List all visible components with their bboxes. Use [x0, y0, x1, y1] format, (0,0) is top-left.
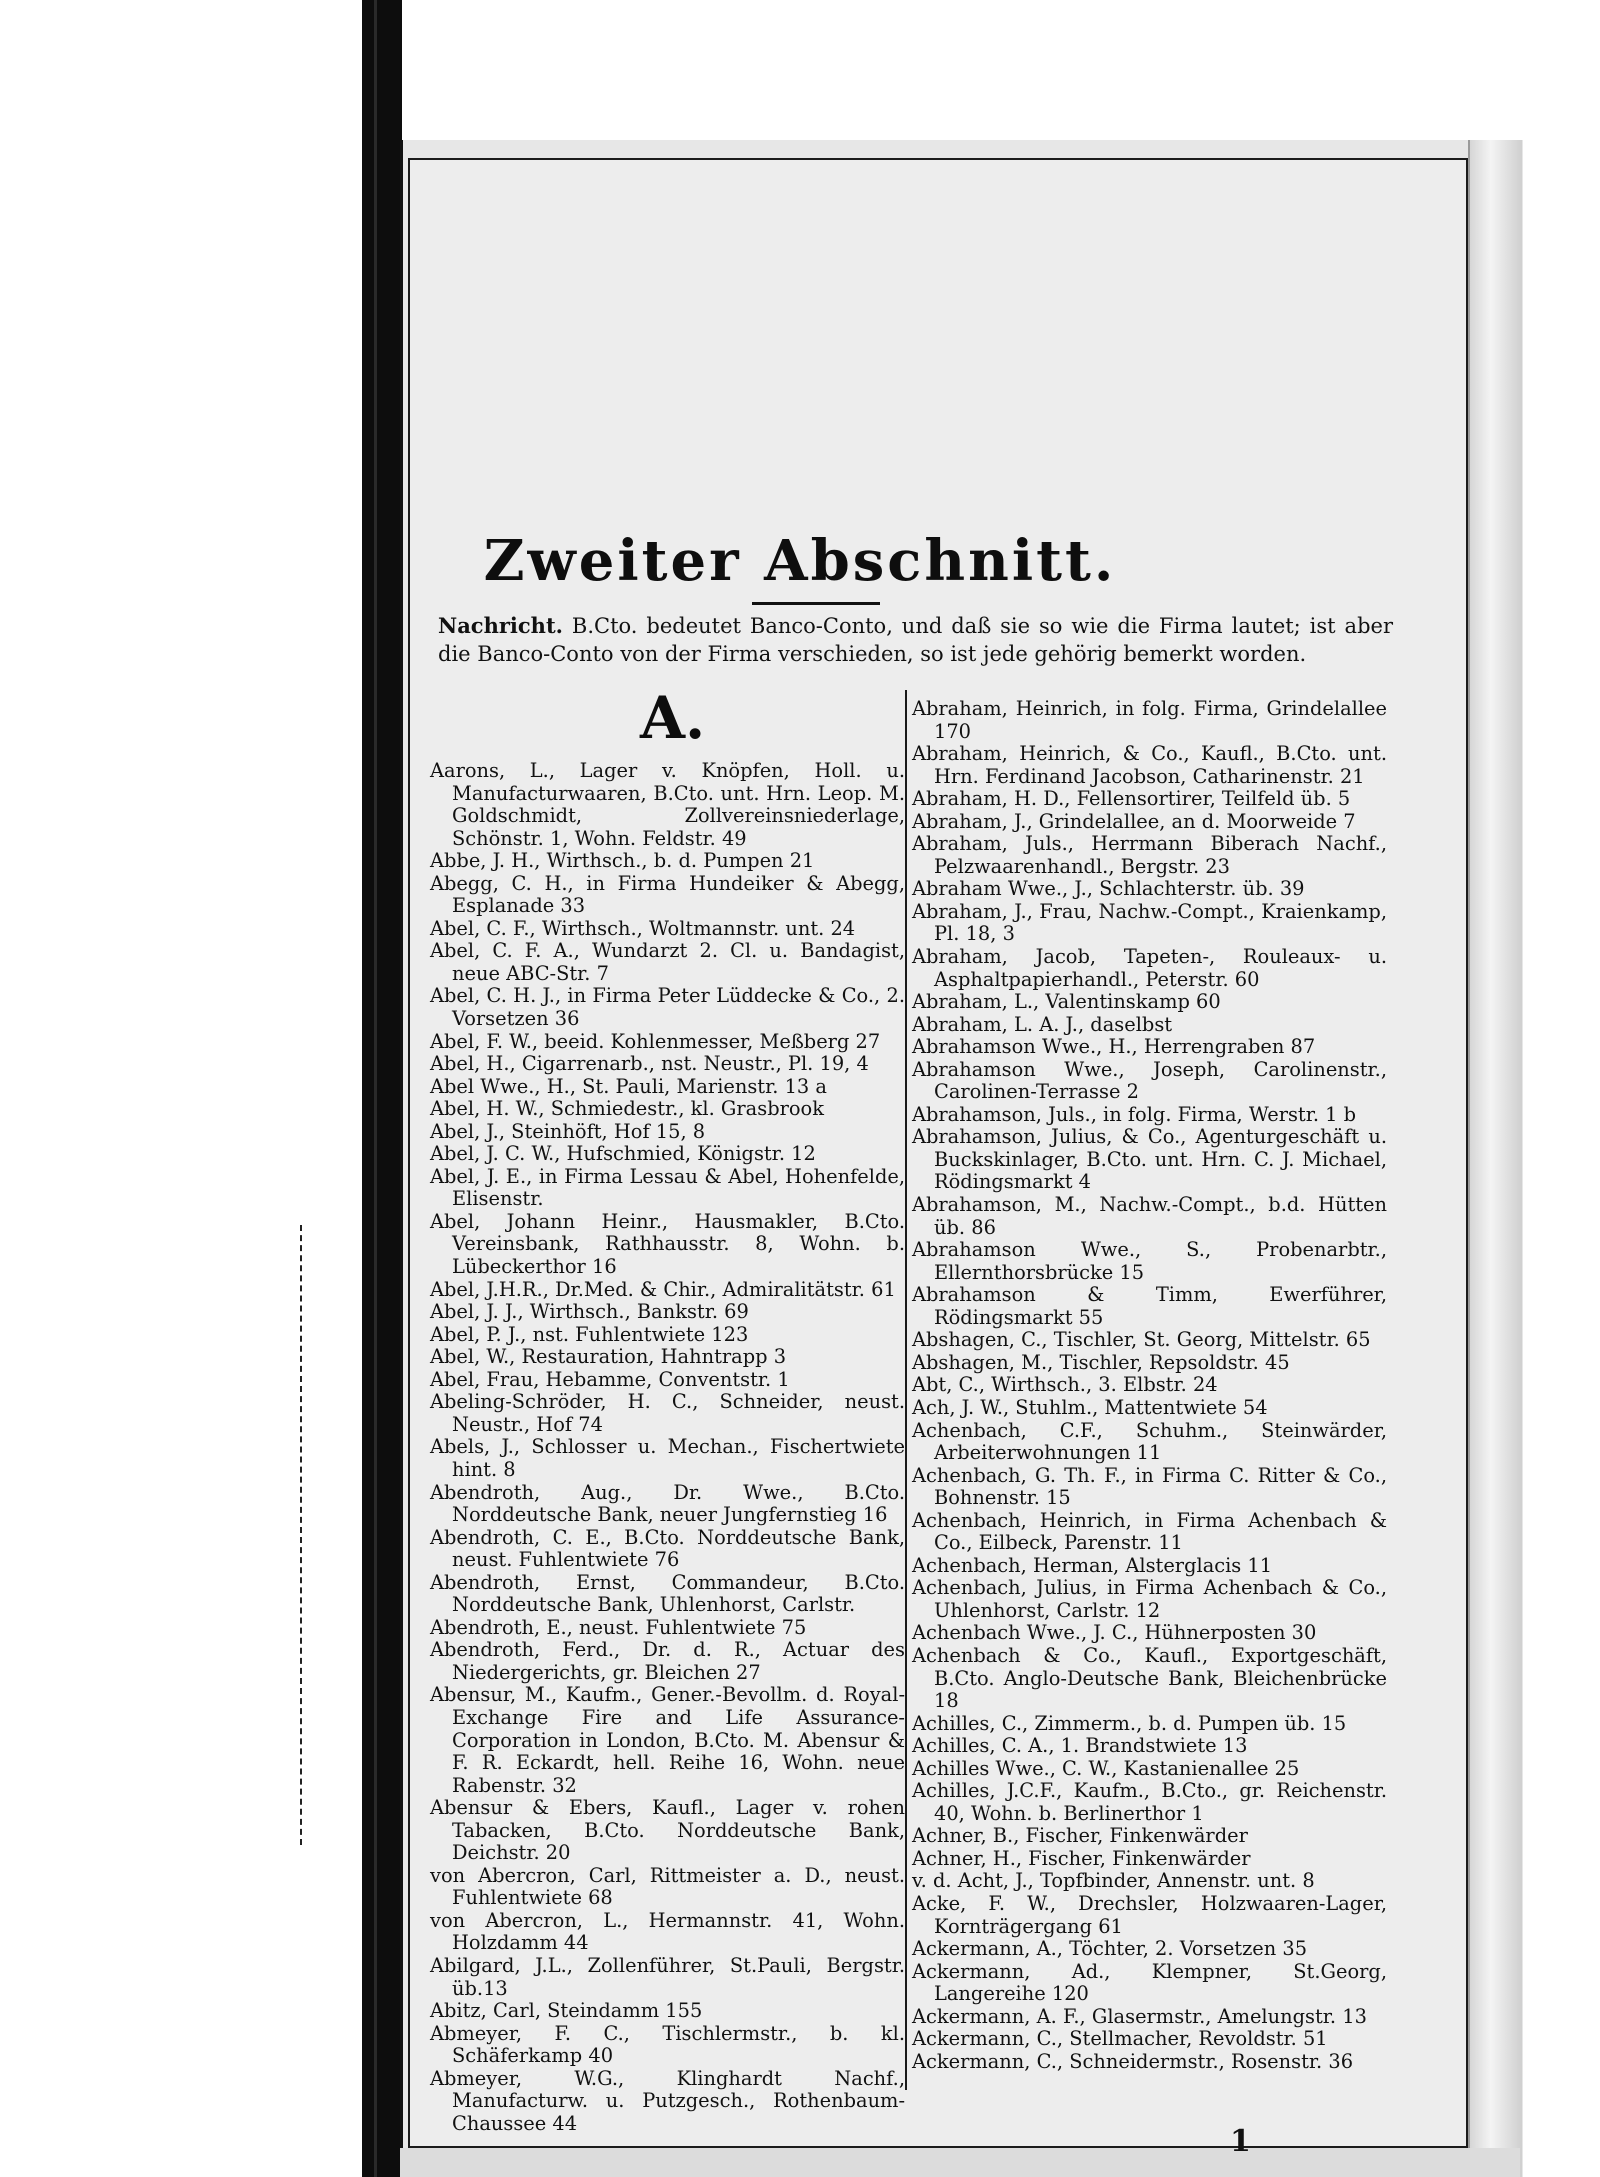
directory-entry: Abraham, L., Valentinskamp 60 [912, 990, 1221, 1014]
right-column [912, 698, 1387, 2073]
directory-entry: Achenbach, C.F., Schuhm., Steinwärder, Arbeiterwohnungen 11 [912, 1418, 1387, 1465]
directory-entry: Abel, W., Restauration, Hahntrapp 3 [430, 1345, 787, 1369]
directory-entry: Achilles, J.C.F., Kaufm., B.Cto., gr. Reichenstr. 40, Wohn. b. Berlinerthor 1 [912, 1779, 1387, 1825]
directory-entry: Achenbach & Co., Kaufl., Exportgeschäft, B.Cto. Anglo-Deutsche Bank, Bleichenbrücke 18 [912, 1643, 1387, 1713]
directory-entry: Achenbach Wwe., J. C., Hühnerposten 30 [912, 1621, 1317, 1645]
directory-entry: Abmeyer, W.G., Klinghardt Nachf., Manufacturw. u. Putzgesch., Rothenbaum-Chaussee 44 [430, 2066, 905, 2135]
directory-entry: Abel, C. F. A., Wundarzt 2. Cl. u. Bandagist, neue ABC-Str. 7 [430, 939, 905, 985]
directory-entry: Abilgard, J.L., Zollenführer, St.Pauli, Bergstr. üb.13 [430, 1953, 905, 2000]
directory-entry: Abrahamson, Julius, & Co., Agenturgeschäft u. Buckskinlager, B.Cto. unt. Hrn. C. J. Michael, Rödingsmarkt 4 [912, 1125, 1387, 1194]
directory-entry: Abmeyer, F. C., Tischlermstr., b. kl. Schäferkamp 40 [430, 2021, 905, 2068]
directory-entry: Abraham, Heinrich, & Co., Kaufl., B.Cto. unt. Hrn. Ferdinand Jacobson, Catharinenstr. 21 [912, 742, 1387, 788]
directory-entry: Ach, J. W., Stuhlm., Mattentwiete 54 [912, 1395, 1268, 1419]
left-column [430, 760, 905, 2135]
directory-entry: Abrahamson Wwe., S., Probenarbtr., Ellernthorsbrücke 15 [912, 1238, 1387, 1284]
directory-entry: Ackermann, A., Töchter, 2. Vorsetzen 35 [912, 1937, 1308, 1961]
directory-entry: v. d. Acht, J., Topfbinder, Annenstr. unt. 8 [912, 1869, 1315, 1893]
directory-entry: Abel, J. C. W., Hufschmied, Königstr. 12 [430, 1142, 816, 1166]
directory-entry: Abel, C. F., Wirthsch., Woltmannstr. unt. 24 [430, 916, 856, 940]
directory-entry: Achenbach, G. Th. F., in Firma C. Ritter & Co., Bohnenstr. 15 [912, 1463, 1387, 1510]
directory-entry: Abel, P. J., nst. Fuhlentwiete 123 [430, 1322, 749, 1346]
notice-label: Nachricht. [438, 613, 563, 638]
notice-text: B.Cto. bedeutet Banco-Conto, und daß sie so wie die Firma lautet; ist aber die Banco-Conto von der Firma verschieden, so ist jede gehörig bemerkt worden. [438, 614, 1393, 666]
directory-entry: Abel, Johann Heinr., Hausmakler, B.Cto. Vereinsbank, Rathhausstr. 8, Wohn. b. Lübeckerthor 16 [430, 1209, 905, 1279]
directory-entry: Abendroth, Ferd., Dr. d. R., Actuar des Niedergerichts, gr. Bleichen 27 [430, 1638, 905, 1684]
directory-entry: Abshagen, M., Tischler, Repsoldstr. 45 [912, 1350, 1290, 1374]
directory-entry: Abendroth, Ernst, Commandeur, B.Cto. Norddeutsche Bank, Uhlenhorst, Carlstr. [430, 1570, 905, 1617]
page-edge-right [1468, 140, 1522, 2177]
directory-entry: Abraham, Juls., Herrmann Biberach Nachf., Pelzwaarenhandl., Bergstr. 23 [912, 832, 1387, 878]
directory-entry: Abel, J., Steinhöft, Hof 15, 8 [430, 1119, 706, 1143]
directory-entry: Abraham, Heinrich, in folg. Firma, Grindelallee 170 [912, 697, 1387, 743]
directory-entry: Abrahamson, M., Nachw.-Compt., b.d. Hütten üb. 86 [912, 1193, 1387, 1239]
directory-entry: Abel Wwe., H., St. Pauli, Marienstr. 13 a [430, 1074, 827, 1098]
directory-entry: Abitz, Carl, Steindamm 155 [430, 1999, 703, 2023]
book-spine-left [362, 0, 402, 2177]
directory-entry: Achenbach, Herman, Alsterglacis 11 [912, 1553, 1273, 1577]
directory-entry: Abrahamson, Juls., in folg. Firma, Werstr. 1 b [912, 1102, 1357, 1126]
directory-entry: Abshagen, C., Tischler, St. Georg, Mittelstr. 65 [912, 1328, 1371, 1352]
directory-entry: Ackermann, C., Schneidermstr., Rosenstr. 36 [912, 2049, 1354, 2073]
directory-entry: Abraham, Jacob, Tapeten-, Rouleaux- u. Asphaltpapierhandl., Peterstr. 60 [912, 945, 1387, 991]
directory-entry: Abraham Wwe., J., Schlachterstr. üb. 39 [912, 877, 1305, 901]
directory-entry: Abt, C., Wirthsch., 3. Elbstr. 24 [912, 1373, 1218, 1397]
directory-entry: Abendroth, Aug., Dr. Wwe., B.Cto. Norddeutsche Bank, neuer Jungfernstieg 16 [430, 1480, 905, 1527]
directory-entry: Achilles, C., Zimmerm., b. d. Pumpen üb. 15 [912, 1711, 1347, 1735]
directory-entry: Abel, H., Cigarrenarb., nst. Neustr., Pl. 19, 4 [430, 1052, 869, 1076]
directory-entry: Achner, H., Fischer, Finkenwärder [912, 1846, 1251, 1870]
directory-entry: Abendroth, E., neust. Fuhlentwiete 75 [430, 1615, 807, 1639]
directory-entry: Abel, Frau, Hebamme, Conventstr. 1 [430, 1367, 790, 1391]
directory-entry: Abraham, J., Frau, Nachw.-Compt., Kraienkamp, Pl. 18, 3 [912, 899, 1387, 946]
directory-entry: Ackermann, A. F., Glasermstr., Amelungstr. 13 [912, 2004, 1367, 2028]
section-letter: A. [640, 684, 706, 752]
notice-paragraph [438, 612, 1393, 668]
column-divider [905, 690, 907, 2090]
directory-entry: Abraham, J., Grindelallee, an d. Moorweide 7 [912, 809, 1356, 833]
directory-entry: Ackermann, Ad., Klempner, St.Georg, Langereihe 120 [912, 1959, 1387, 2006]
directory-entry: Abel, J. J., Wirthsch., Bankstr. 69 [430, 1300, 749, 1324]
directory-entry: von Abercron, L., Hermannstr. 41, Wohn. Holzdamm 44 [430, 1908, 905, 1955]
directory-entry: von Abercron, Carl, Rittmeister a. D., neust. Fuhlentwiete 68 [430, 1863, 905, 1910]
directory-entry: Abrahamson Wwe., H., Herrengraben 87 [912, 1035, 1316, 1059]
directory-entry: Abensur & Ebers, Kaufl., Lager v. rohen Tabacken, B.Cto. Norddeutsche Bank, Deichstr. 20 [430, 1796, 905, 1865]
title-underline [752, 602, 880, 605]
directory-entry: Achner, B., Fischer, Finkenwärder [912, 1824, 1248, 1848]
page-bottom-edge [400, 2148, 1520, 2177]
directory-entry: Acke, F. W., Drechsler, Holzwaaren-Lager, Kornträgergang 61 [912, 1891, 1387, 1938]
directory-entry: Abendroth, C. E., B.Cto. Norddeutsche Bank, neust. Fuhlentwiete 76 [430, 1525, 905, 1572]
directory-entry: Abensur, M., Kaufm., Gener.-Bevollm. d. Royal-Exchange Fire and Life Assurance-Corporation in London, B.Cto. M. Abensur & F. R. Eckardt, hell. Reihe 16, Wohn. neue Rabenstr. 32 [430, 1683, 905, 1797]
directory-entry: Abel, J. E., in Firma Lessau & Abel, Hohenfelde, Elisenstr. [430, 1164, 905, 1211]
directory-entry: Ackermann, C., Stellmacher, Revoldstr. 51 [912, 2027, 1328, 2051]
directory-entry: Abel, C. H. J., in Firma Peter Lüddecke & Co., 2. Vorsetzen 36 [430, 984, 905, 1031]
spine-fold-line [374, 0, 377, 2177]
directory-entry: Abegg, C. H., in Firma Hundeiker & Abegg, Esplanade 33 [430, 871, 905, 918]
directory-entry: Aarons, L., Lager v. Knöpfen, Holl. u. Manufacturwaaren, B.Cto. unt. Hrn. Leop. M. Goldschmidt, Zollvereinsniederlage, Schönstr. 1, Wohn. Feldstr. 49 [430, 759, 905, 850]
directory-entry: Achenbach, Heinrich, in Firma Achenbach & Co., Eilbeck, Parenstr. 11 [912, 1508, 1387, 1555]
section-title: Zweiter Abschnitt. [483, 528, 1117, 594]
dashed-cut-line [300, 1225, 302, 1845]
directory-entry: Abbe, J. H., Wirthsch., b. d. Pumpen 21 [430, 849, 815, 873]
page-number: 1 [1230, 2124, 1251, 2159]
directory-entry: Abraham, L. A. J., daselbst [912, 1012, 1173, 1036]
directory-entry: Abel, H. W., Schmiedestr., kl. Grasbrook [430, 1097, 824, 1121]
directory-entry: Abel, J.H.R., Dr.Med. & Chir., Admiralitätstr. 61 [430, 1277, 896, 1301]
directory-entry: Abraham, H. D., Fellensortirer, Teilfeld üb. 5 [912, 787, 1351, 811]
directory-entry: Abels, J., Schlosser u. Mechan., Fischertwiete hint. 8 [430, 1435, 905, 1481]
directory-entry: Abrahamson Wwe., Joseph, Carolinenstr., Carolinen-Terrasse 2 [912, 1057, 1387, 1104]
directory-entry: Abeling-Schröder, H. C., Schneider, neust. Neustr., Hof 74 [430, 1390, 905, 1436]
directory-entry: Achilles, C. A., 1. Brandstwiete 13 [912, 1734, 1248, 1758]
directory-entry: Achenbach, Julius, in Firma Achenbach & Co., Uhlenhorst, Carlstr. 12 [912, 1576, 1387, 1622]
directory-entry: Abrahamson & Timm, Ewerführer, Rödingsmarkt 55 [912, 1283, 1387, 1329]
directory-entry: Abel, F. W., beeid. Kohlenmesser, Meßberg 27 [430, 1029, 881, 1053]
directory-entry: Achilles Wwe., C. W., Kastanienallee 25 [912, 1756, 1300, 1780]
